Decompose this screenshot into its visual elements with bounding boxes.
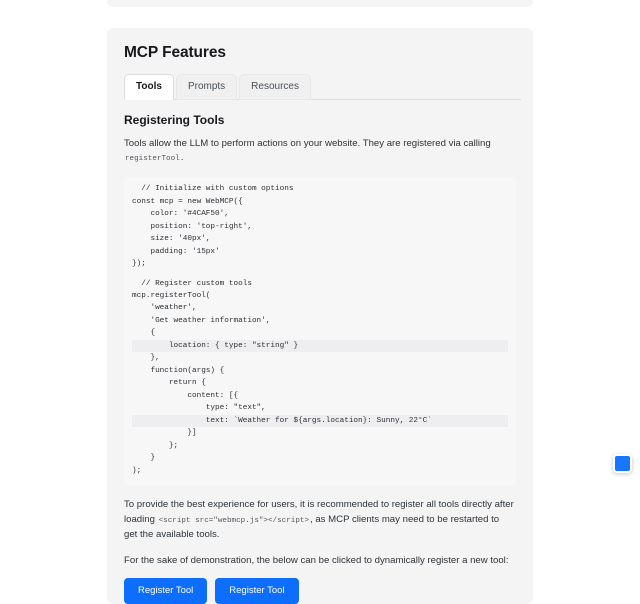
tab-resources[interactable]: Resources bbox=[239, 74, 311, 100]
note-1-text-after: , as MCP clients may need to be restarted to get the available tools. bbox=[124, 513, 500, 540]
code-line: ); bbox=[132, 466, 142, 475]
inline-code-script-tag: <script src="webmcp.js"></script> bbox=[158, 516, 310, 525]
tab-prompts[interactable]: Prompts bbox=[176, 74, 237, 100]
code-line: color: '#4CAF50', bbox=[132, 210, 229, 219]
code-line: position: 'top-right', bbox=[132, 222, 252, 231]
section-heading-registering-tools: Registering Tools bbox=[124, 112, 225, 127]
code-line: } bbox=[132, 454, 156, 463]
note-paragraph-1 bbox=[124, 498, 521, 543]
code-line: type: "text", bbox=[132, 404, 266, 413]
code-line: }] bbox=[132, 429, 197, 438]
code-line: 'Get weather information', bbox=[132, 316, 271, 325]
code-line: // Initialize with custom options bbox=[132, 185, 294, 194]
code-line: 'weather', bbox=[132, 304, 197, 313]
register-tool-button-1[interactable]: Register Tool bbox=[124, 578, 207, 603]
webmcp-floating-button[interactable] bbox=[613, 454, 632, 473]
code-line-blank bbox=[132, 271, 508, 278]
code-line: }); bbox=[132, 260, 146, 269]
code-line: }; bbox=[132, 441, 179, 450]
code-line: padding: '15px' bbox=[132, 247, 220, 256]
tab-bar bbox=[124, 74, 521, 100]
intro-text-after: . bbox=[180, 152, 184, 164]
note-paragraph-2: For the sake of demonstration, the below can be clicked to dynamically register a new tool: bbox=[124, 554, 509, 566]
mcp-features-card bbox=[107, 28, 533, 604]
code-line: function(args) { bbox=[132, 366, 225, 375]
code-line: const mcp = new WebMCP({ bbox=[132, 197, 243, 206]
register-tool-button-2[interactable]: Register Tool bbox=[215, 578, 298, 603]
note-1-text-before: To provide the best experience for users, it is recommended to register all tools directly after loading bbox=[124, 499, 514, 525]
intro-paragraph bbox=[124, 137, 521, 167]
code-line: location: { type: "string" } bbox=[132, 340, 508, 352]
inline-code-register-tool: registerTool bbox=[125, 155, 180, 164]
code-line: size: '40px', bbox=[132, 235, 211, 244]
code-line: { bbox=[132, 329, 156, 338]
code-line: content: [{ bbox=[132, 391, 239, 400]
code-line: text: `Weather for ${args.location}: Sunny, 22°C` bbox=[132, 415, 508, 427]
previous-card-fragment bbox=[107, 0, 533, 7]
intro-text-before: Tools allow the LLM to perform actions on your website. They are registered via calling bbox=[124, 137, 491, 149]
code-block-register-tool bbox=[124, 177, 516, 485]
page-title: MCP Features bbox=[124, 44, 226, 61]
tab-tools[interactable]: Tools bbox=[124, 74, 174, 100]
action-button-row bbox=[124, 578, 521, 603]
code-line: // Register custom tools bbox=[132, 279, 252, 288]
code-line: mcp.registerTool( bbox=[132, 291, 211, 300]
code-line: }, bbox=[132, 354, 160, 363]
code-line: return { bbox=[132, 379, 206, 388]
